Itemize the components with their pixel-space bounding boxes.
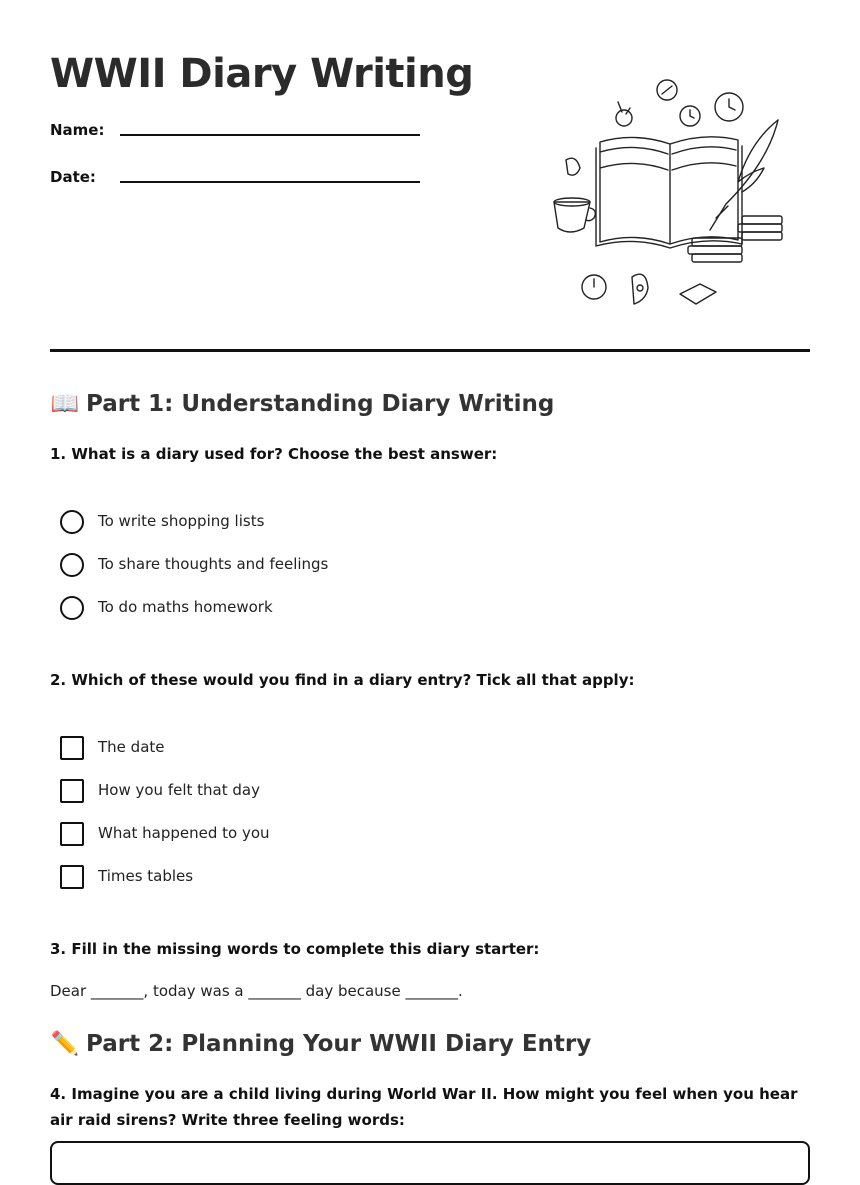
q1-option-label: To do maths homework (98, 598, 273, 616)
question-1: 1. What is a diary used for? Choose the best answer: (50, 445, 498, 463)
q2-option-label: How you felt that day (98, 781, 260, 799)
q2-option-label: What happened to you (98, 824, 270, 842)
question-2: 2. Which of these would you find in a diary entry? Tick all that apply: (50, 671, 635, 689)
open-book-icon: 📖 (50, 391, 80, 417)
name-label: Name: (50, 121, 105, 139)
checkbox[interactable] (60, 865, 84, 889)
checkbox[interactable] (60, 779, 84, 803)
part1-heading (50, 389, 554, 419)
q2-option-2[interactable] (60, 778, 460, 804)
checkbox[interactable] (60, 822, 84, 846)
q1-option-label: To write shopping lists (98, 512, 265, 530)
date-input-line[interactable] (120, 181, 420, 183)
question-3: 3. Fill in the missing words to complete this diary starter: (50, 940, 540, 958)
q2-option-label: The date (98, 738, 165, 756)
part1-heading-text: Part 1: Understanding Diary Writing (86, 391, 555, 417)
q1-option-label: To share thoughts and feelings (98, 555, 329, 573)
q1-option-2[interactable] (60, 552, 460, 578)
part2-heading-text: Part 2: Planning Your WWII Diary Entry (86, 1031, 592, 1057)
q1-option-3[interactable] (60, 595, 460, 621)
q2-option-3[interactable] (60, 821, 460, 847)
question-4: 4. Imagine you are a child living during World War II. How might you feel when you hear air raid sirens? Write three feeling words: (50, 1085, 798, 1129)
pencil-icon: ✏️ (50, 1031, 80, 1057)
q2-option-label: Times tables (98, 867, 194, 885)
radio-button[interactable] (60, 510, 84, 534)
q1-option-1[interactable] (60, 509, 460, 535)
radio-button[interactable] (60, 553, 84, 577)
date-field (50, 167, 430, 197)
q2-option-4[interactable] (60, 864, 460, 890)
checkbox[interactable] (60, 736, 84, 760)
header-divider (50, 349, 810, 352)
diary-starter-text: Dear _______, today was a _______ day because _______. (50, 982, 463, 1000)
date-label: Date: (50, 168, 96, 186)
q2-option-1[interactable] (60, 735, 460, 761)
feeling-words-answer-box[interactable] (50, 1141, 810, 1185)
book-illustration-icon (550, 72, 790, 317)
worksheet-page (50, 0, 810, 1161)
part2-heading (50, 1029, 591, 1059)
radio-button[interactable] (60, 596, 84, 620)
name-input-line[interactable] (120, 134, 420, 136)
worksheet-title: WWII Diary Writing (50, 51, 474, 97)
name-field (50, 120, 430, 150)
